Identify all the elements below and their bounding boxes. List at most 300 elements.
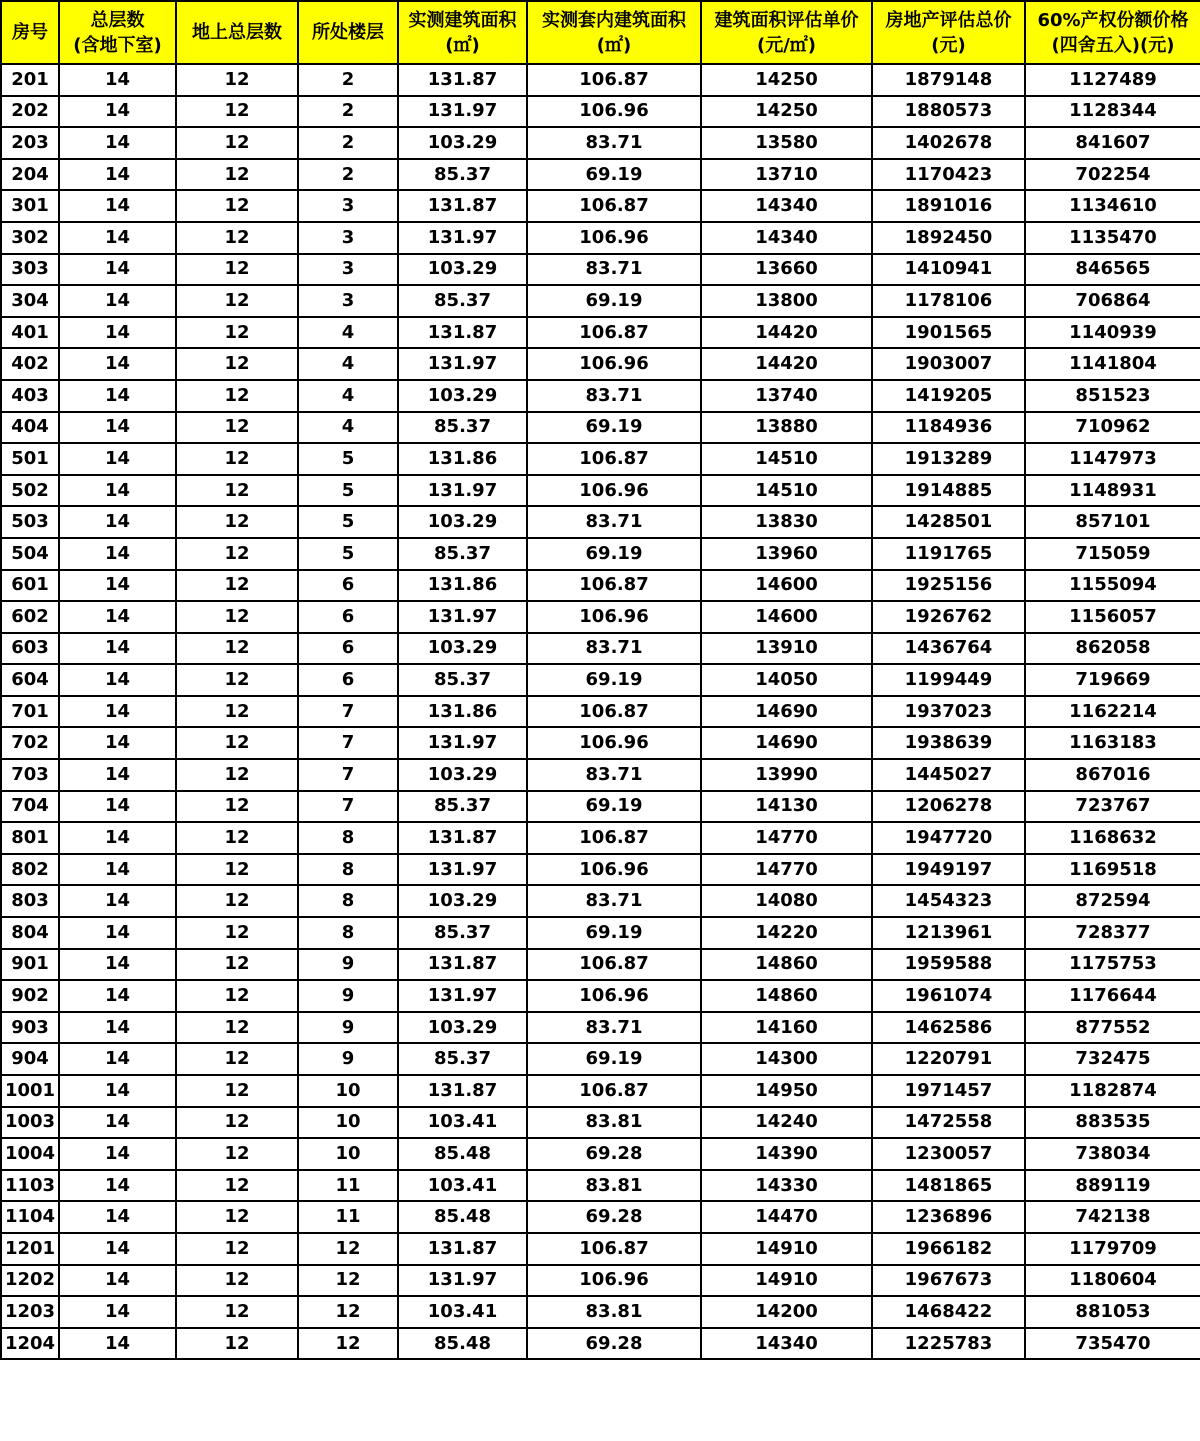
room-number-cell: 504 [1, 538, 59, 570]
measured-area-cell: 131.97 [398, 980, 527, 1012]
unit-price-cell: 13830 [701, 506, 872, 538]
unit-price-cell: 14340 [701, 222, 872, 254]
room-number-cell: 604 [1, 664, 59, 696]
share-price-cell: 1147973 [1025, 443, 1200, 475]
floor-level-cell: 2 [298, 159, 398, 191]
interior-area-cell: 69.28 [527, 1201, 701, 1233]
share-price-cell: 710962 [1025, 412, 1200, 444]
room-number-cell: 1001 [1, 1075, 59, 1107]
share-price-cell: 1148931 [1025, 475, 1200, 507]
share-price-cell: 1140939 [1025, 317, 1200, 349]
interior-area-cell: 106.87 [527, 64, 701, 96]
unit-price-cell: 14250 [701, 64, 872, 96]
interior-area-cell: 83.71 [527, 885, 701, 917]
share-price-cell: 732475 [1025, 1043, 1200, 1075]
total-floors-cell: 14 [59, 190, 176, 222]
room-number-cell: 603 [1, 633, 59, 665]
unit-price-cell: 14770 [701, 854, 872, 886]
interior-area-cell: 69.28 [527, 1138, 701, 1170]
room-number-cell: 702 [1, 727, 59, 759]
floor-level-cell: 5 [298, 506, 398, 538]
share-price-cell: 1169518 [1025, 854, 1200, 886]
share-price-cell: 867016 [1025, 759, 1200, 791]
above-ground-floors-cell: 12 [176, 1265, 298, 1297]
measured-area-cell: 131.97 [398, 222, 527, 254]
interior-area-cell: 69.19 [527, 285, 701, 317]
room-number-cell: 302 [1, 222, 59, 254]
total-floors-cell: 14 [59, 980, 176, 1012]
floor-level-header-line: 所处楼层 [312, 22, 384, 43]
share-price-cell: 1175753 [1025, 949, 1200, 981]
floor-level-cell: 6 [298, 601, 398, 633]
share-price-cell: 1179709 [1025, 1233, 1200, 1265]
table-row [1, 601, 1200, 633]
measured-area-cell: 131.97 [398, 96, 527, 128]
total-floors-cell: 14 [59, 1043, 176, 1075]
share-price-cell: 728377 [1025, 917, 1200, 949]
above-ground-floors-cell: 12 [176, 412, 298, 444]
share-price-cell: 738034 [1025, 1138, 1200, 1170]
table-row [1, 443, 1200, 475]
measured-area-cell: 85.37 [398, 791, 527, 823]
above-ground-floors-cell: 12 [176, 1170, 298, 1202]
above-ground-floors-cell: 12 [176, 759, 298, 791]
measured-area-cell: 85.48 [398, 1328, 527, 1360]
total-valuation-cell: 1481865 [872, 1170, 1025, 1202]
share-price-cell: 1135470 [1025, 222, 1200, 254]
above-ground-floors-cell: 12 [176, 285, 298, 317]
share-price-cell: 1162214 [1025, 696, 1200, 728]
interior-area-header-line: 实测套内建筑面积 [542, 9, 686, 31]
table-row [1, 664, 1200, 696]
floor-level-cell: 4 [298, 412, 398, 444]
share-price-header-line: (四舍五入)(元) [1051, 34, 1175, 56]
interior-area-cell: 83.71 [527, 506, 701, 538]
unit-price-cell: 14200 [701, 1296, 872, 1328]
above-ground-floors-cell: 12 [176, 1233, 298, 1265]
room-number-cell: 1003 [1, 1107, 59, 1139]
total-valuation-cell: 1938639 [872, 727, 1025, 759]
room-number-cell: 901 [1, 949, 59, 981]
floor-level-cell: 8 [298, 822, 398, 854]
floor-level-cell: 8 [298, 885, 398, 917]
floor-level-cell: 8 [298, 854, 398, 886]
interior-area-cell: 69.19 [527, 1043, 701, 1075]
table-row [1, 538, 1200, 570]
share-price-cell: 1163183 [1025, 727, 1200, 759]
above-ground-floors-cell: 12 [176, 696, 298, 728]
interior-area-cell: 69.19 [527, 538, 701, 570]
room-number-cell: 502 [1, 475, 59, 507]
unit-price-cell: 14340 [701, 190, 872, 222]
floor-level-cell: 6 [298, 664, 398, 696]
floor-level-cell: 7 [298, 696, 398, 728]
room-number-cell: 1004 [1, 1138, 59, 1170]
measured-area-cell: 131.87 [398, 190, 527, 222]
room-number-cell: 402 [1, 348, 59, 380]
interior-area-header [527, 1, 701, 64]
above-ground-floors-cell: 12 [176, 727, 298, 759]
table-row [1, 348, 1200, 380]
above-ground-floors-cell: 12 [176, 1107, 298, 1139]
total-valuation-cell: 1892450 [872, 222, 1025, 254]
above-ground-floors-cell: 12 [176, 633, 298, 665]
floor-level-cell: 11 [298, 1170, 398, 1202]
share-price-cell: 883535 [1025, 1107, 1200, 1139]
interior-area-cell: 106.96 [527, 727, 701, 759]
measured-area-cell: 85.37 [398, 412, 527, 444]
above-ground-floors-cell: 12 [176, 538, 298, 570]
floor-level-cell: 2 [298, 64, 398, 96]
table-row [1, 822, 1200, 854]
total-valuation-cell: 1410941 [872, 254, 1025, 286]
room-number-cell: 303 [1, 254, 59, 286]
room-number-cell: 704 [1, 791, 59, 823]
total-floors-header-line: (含地下室) [73, 34, 162, 56]
total-floors-cell: 14 [59, 285, 176, 317]
total-valuation-cell: 1880573 [872, 96, 1025, 128]
measured-area-cell: 103.29 [398, 885, 527, 917]
measured-area-cell: 85.37 [398, 538, 527, 570]
measured-area-cell: 131.87 [398, 1233, 527, 1265]
interior-area-cell: 106.87 [527, 949, 701, 981]
interior-area-cell: 69.19 [527, 791, 701, 823]
measured-area-cell: 131.87 [398, 64, 527, 96]
floor-level-cell: 9 [298, 1043, 398, 1075]
interior-area-cell: 106.96 [527, 222, 701, 254]
table-row [1, 570, 1200, 602]
above-ground-floors-cell: 12 [176, 885, 298, 917]
floor-level-cell: 7 [298, 759, 398, 791]
measured-area-cell: 131.86 [398, 570, 527, 602]
measured-area-cell: 103.29 [398, 380, 527, 412]
unit-price-cell: 14470 [701, 1201, 872, 1233]
measured-area-cell: 85.48 [398, 1201, 527, 1233]
measured-area-cell: 85.37 [398, 1043, 527, 1075]
interior-area-cell: 106.87 [527, 1233, 701, 1265]
room-number-cell: 904 [1, 1043, 59, 1075]
unit-price-cell: 14950 [701, 1075, 872, 1107]
interior-area-cell: 106.87 [527, 1075, 701, 1107]
room-number-cell: 903 [1, 1012, 59, 1044]
share-price-header [1025, 1, 1200, 64]
interior-area-cell: 106.96 [527, 980, 701, 1012]
interior-area-cell: 83.71 [527, 254, 701, 286]
room-number-cell: 1204 [1, 1328, 59, 1360]
total-floors-cell: 14 [59, 506, 176, 538]
total-valuation-cell: 1468422 [872, 1296, 1025, 1328]
room-number-header-line: 房号 [12, 22, 48, 43]
total-valuation-cell: 1402678 [872, 127, 1025, 159]
total-valuation-cell: 1966182 [872, 1233, 1025, 1265]
share-price-cell: 1141804 [1025, 348, 1200, 380]
measured-area-header-line: (㎡) [445, 34, 480, 56]
interior-area-cell: 106.87 [527, 443, 701, 475]
share-price-cell: 1134610 [1025, 190, 1200, 222]
total-floors-cell: 14 [59, 222, 176, 254]
floor-level-cell: 4 [298, 380, 398, 412]
unit-price-cell: 14420 [701, 348, 872, 380]
measured-area-cell: 103.29 [398, 127, 527, 159]
table-row [1, 1043, 1200, 1075]
table-row [1, 412, 1200, 444]
interior-area-cell: 106.96 [527, 348, 701, 380]
total-floors-cell: 14 [59, 1201, 176, 1233]
measured-area-cell: 85.37 [398, 285, 527, 317]
floor-level-cell: 9 [298, 949, 398, 981]
measured-area-cell: 131.87 [398, 822, 527, 854]
interior-area-cell: 106.87 [527, 570, 701, 602]
unit-price-cell: 14220 [701, 917, 872, 949]
total-valuation-cell: 1436764 [872, 633, 1025, 665]
measured-area-cell: 103.29 [398, 254, 527, 286]
total-valuation-cell: 1959588 [872, 949, 1025, 981]
total-floors-cell: 14 [59, 159, 176, 191]
total-valuation-cell: 1947720 [872, 822, 1025, 854]
share-price-cell: 1155094 [1025, 570, 1200, 602]
table-row [1, 380, 1200, 412]
measured-area-cell: 131.97 [398, 1265, 527, 1297]
unit-price-cell: 14130 [701, 791, 872, 823]
total-valuation-cell: 1170423 [872, 159, 1025, 191]
total-floors-cell: 14 [59, 885, 176, 917]
total-floors-cell: 14 [59, 727, 176, 759]
total-valuation-cell: 1914885 [872, 475, 1025, 507]
total-valuation-cell: 1925156 [872, 570, 1025, 602]
table-row [1, 285, 1200, 317]
table-row [1, 1328, 1200, 1360]
unit-price-cell: 14510 [701, 443, 872, 475]
total-floors-cell: 14 [59, 348, 176, 380]
interior-area-cell: 69.19 [527, 412, 701, 444]
total-valuation-cell: 1926762 [872, 601, 1025, 633]
floor-level-cell: 3 [298, 222, 398, 254]
measured-area-cell: 103.29 [398, 633, 527, 665]
total-floors-cell: 14 [59, 96, 176, 128]
room-number-cell: 401 [1, 317, 59, 349]
unit-price-cell: 13710 [701, 159, 872, 191]
total-valuation-cell: 1230057 [872, 1138, 1025, 1170]
total-valuation-cell: 1419205 [872, 380, 1025, 412]
measured-area-cell: 103.41 [398, 1170, 527, 1202]
share-price-header-line: 60%产权份额价格 [1037, 9, 1189, 31]
unit-price-header-line: (元/㎡) [756, 34, 817, 56]
total-valuation-cell: 1891016 [872, 190, 1025, 222]
share-price-cell: 735470 [1025, 1328, 1200, 1360]
floor-level-cell: 3 [298, 254, 398, 286]
room-number-cell: 801 [1, 822, 59, 854]
above-ground-floors-cell: 12 [176, 348, 298, 380]
interior-area-cell: 83.71 [527, 127, 701, 159]
room-number-cell: 301 [1, 190, 59, 222]
room-number-cell: 1201 [1, 1233, 59, 1265]
table-row [1, 1107, 1200, 1139]
share-price-cell: 1182874 [1025, 1075, 1200, 1107]
total-valuation-cell: 1454323 [872, 885, 1025, 917]
floor-level-cell: 3 [298, 190, 398, 222]
total-floors-cell: 14 [59, 380, 176, 412]
above-ground-floors-header-line: 地上总层数 [192, 22, 282, 43]
interior-area-cell: 83.71 [527, 633, 701, 665]
floor-level-cell: 6 [298, 570, 398, 602]
table-row [1, 1138, 1200, 1170]
measured-area-cell: 131.87 [398, 949, 527, 981]
table-row [1, 506, 1200, 538]
room-number-cell: 1103 [1, 1170, 59, 1202]
room-number-cell: 601 [1, 570, 59, 602]
unit-price-cell: 13580 [701, 127, 872, 159]
above-ground-floors-cell: 12 [176, 222, 298, 254]
floor-level-cell: 7 [298, 727, 398, 759]
total-valuation-cell: 1220791 [872, 1043, 1025, 1075]
room-number-cell: 1203 [1, 1296, 59, 1328]
share-price-cell: 1176644 [1025, 980, 1200, 1012]
total-floors-cell: 14 [59, 601, 176, 633]
floor-level-cell: 6 [298, 633, 398, 665]
total-floors-cell: 14 [59, 854, 176, 886]
total-valuation-cell: 1937023 [872, 696, 1025, 728]
total-valuation-cell: 1213961 [872, 917, 1025, 949]
unit-price-cell: 14050 [701, 664, 872, 696]
interior-area-cell: 83.71 [527, 380, 701, 412]
total-floors-cell: 14 [59, 1265, 176, 1297]
total-floors-cell: 14 [59, 1075, 176, 1107]
total-floors-cell: 14 [59, 759, 176, 791]
above-ground-floors-cell: 12 [176, 1075, 298, 1107]
table-row [1, 1265, 1200, 1297]
floor-level-cell: 4 [298, 317, 398, 349]
unit-price-cell: 14340 [701, 1328, 872, 1360]
interior-area-cell: 69.19 [527, 159, 701, 191]
measured-area-cell: 131.86 [398, 443, 527, 475]
share-price-cell: 715059 [1025, 538, 1200, 570]
above-ground-floors-cell: 12 [176, 570, 298, 602]
share-price-cell: 1156057 [1025, 601, 1200, 633]
floor-level-cell: 12 [298, 1296, 398, 1328]
share-price-cell: 889119 [1025, 1170, 1200, 1202]
interior-area-cell: 83.81 [527, 1107, 701, 1139]
measured-area-cell: 131.86 [398, 696, 527, 728]
total-floors-cell: 14 [59, 64, 176, 96]
total-valuation-cell: 1462586 [872, 1012, 1025, 1044]
share-price-cell: 723767 [1025, 791, 1200, 823]
interior-area-cell: 106.96 [527, 601, 701, 633]
total-valuation-header-line: 房地产评估总价 [885, 9, 1012, 31]
above-ground-floors-cell: 12 [176, 190, 298, 222]
unit-price-cell: 14910 [701, 1233, 872, 1265]
table-row [1, 885, 1200, 917]
table-row [1, 759, 1200, 791]
total-floors-cell: 14 [59, 822, 176, 854]
share-price-cell: 1168632 [1025, 822, 1200, 854]
total-floors-cell: 14 [59, 1233, 176, 1265]
table-row [1, 64, 1200, 96]
unit-price-cell: 14300 [701, 1043, 872, 1075]
above-ground-floors-header [176, 1, 298, 64]
measured-area-cell: 131.97 [398, 348, 527, 380]
table-row [1, 127, 1200, 159]
room-number-cell: 803 [1, 885, 59, 917]
total-floors-cell: 14 [59, 254, 176, 286]
table-row [1, 727, 1200, 759]
floor-level-cell: 10 [298, 1138, 398, 1170]
total-valuation-cell: 1206278 [872, 791, 1025, 823]
total-valuation-cell: 1184936 [872, 412, 1025, 444]
room-number-cell: 602 [1, 601, 59, 633]
above-ground-floors-cell: 12 [176, 1201, 298, 1233]
unit-price-cell: 14160 [701, 1012, 872, 1044]
table-row [1, 1075, 1200, 1107]
table-row [1, 317, 1200, 349]
unit-price-cell: 13660 [701, 254, 872, 286]
table-row [1, 791, 1200, 823]
measured-area-cell: 85.37 [398, 664, 527, 696]
share-price-cell: 841607 [1025, 127, 1200, 159]
floor-level-cell: 10 [298, 1107, 398, 1139]
interior-area-cell: 106.96 [527, 475, 701, 507]
above-ground-floors-cell: 12 [176, 791, 298, 823]
measured-area-cell: 85.37 [398, 917, 527, 949]
above-ground-floors-cell: 12 [176, 254, 298, 286]
total-floors-cell: 14 [59, 127, 176, 159]
floor-level-cell: 5 [298, 443, 398, 475]
total-floors-cell: 14 [59, 917, 176, 949]
unit-price-cell: 13990 [701, 759, 872, 791]
interior-area-cell: 83.71 [527, 1012, 701, 1044]
interior-area-cell: 83.81 [527, 1296, 701, 1328]
unit-price-cell: 14420 [701, 317, 872, 349]
unit-price-cell: 13880 [701, 412, 872, 444]
total-floors-cell: 14 [59, 1107, 176, 1139]
unit-price-cell: 14330 [701, 1170, 872, 1202]
interior-area-cell: 106.87 [527, 822, 701, 854]
measured-area-cell: 131.97 [398, 854, 527, 886]
measured-area-cell: 103.41 [398, 1107, 527, 1139]
unit-price-cell: 14690 [701, 727, 872, 759]
room-number-cell: 804 [1, 917, 59, 949]
measured-area-cell: 85.48 [398, 1138, 527, 1170]
floor-level-cell: 3 [298, 285, 398, 317]
share-price-cell: 719669 [1025, 664, 1200, 696]
floor-level-cell: 8 [298, 917, 398, 949]
total-floors-cell: 14 [59, 1296, 176, 1328]
floor-level-cell: 10 [298, 1075, 398, 1107]
floor-level-cell: 2 [298, 127, 398, 159]
above-ground-floors-cell: 12 [176, 980, 298, 1012]
interior-area-cell: 69.19 [527, 917, 701, 949]
measured-area-header-line: 实测建筑面积 [408, 9, 517, 31]
share-price-cell: 742138 [1025, 1201, 1200, 1233]
share-price-cell: 872594 [1025, 885, 1200, 917]
measured-area-cell: 85.37 [398, 159, 527, 191]
total-floors-cell: 14 [59, 696, 176, 728]
floor-level-cell: 7 [298, 791, 398, 823]
unit-price-cell: 13740 [701, 380, 872, 412]
total-floors-cell: 14 [59, 633, 176, 665]
table-row [1, 1170, 1200, 1202]
floor-level-cell: 12 [298, 1233, 398, 1265]
table-row [1, 1012, 1200, 1044]
interior-area-cell: 106.87 [527, 190, 701, 222]
interior-area-cell: 69.28 [527, 1328, 701, 1360]
room-number-cell: 201 [1, 64, 59, 96]
total-floors-header-line: 总层数 [90, 9, 145, 31]
total-valuation-cell: 1178106 [872, 285, 1025, 317]
share-price-cell: 877552 [1025, 1012, 1200, 1044]
table-row [1, 1296, 1200, 1328]
above-ground-floors-cell: 12 [176, 159, 298, 191]
room-number-cell: 304 [1, 285, 59, 317]
